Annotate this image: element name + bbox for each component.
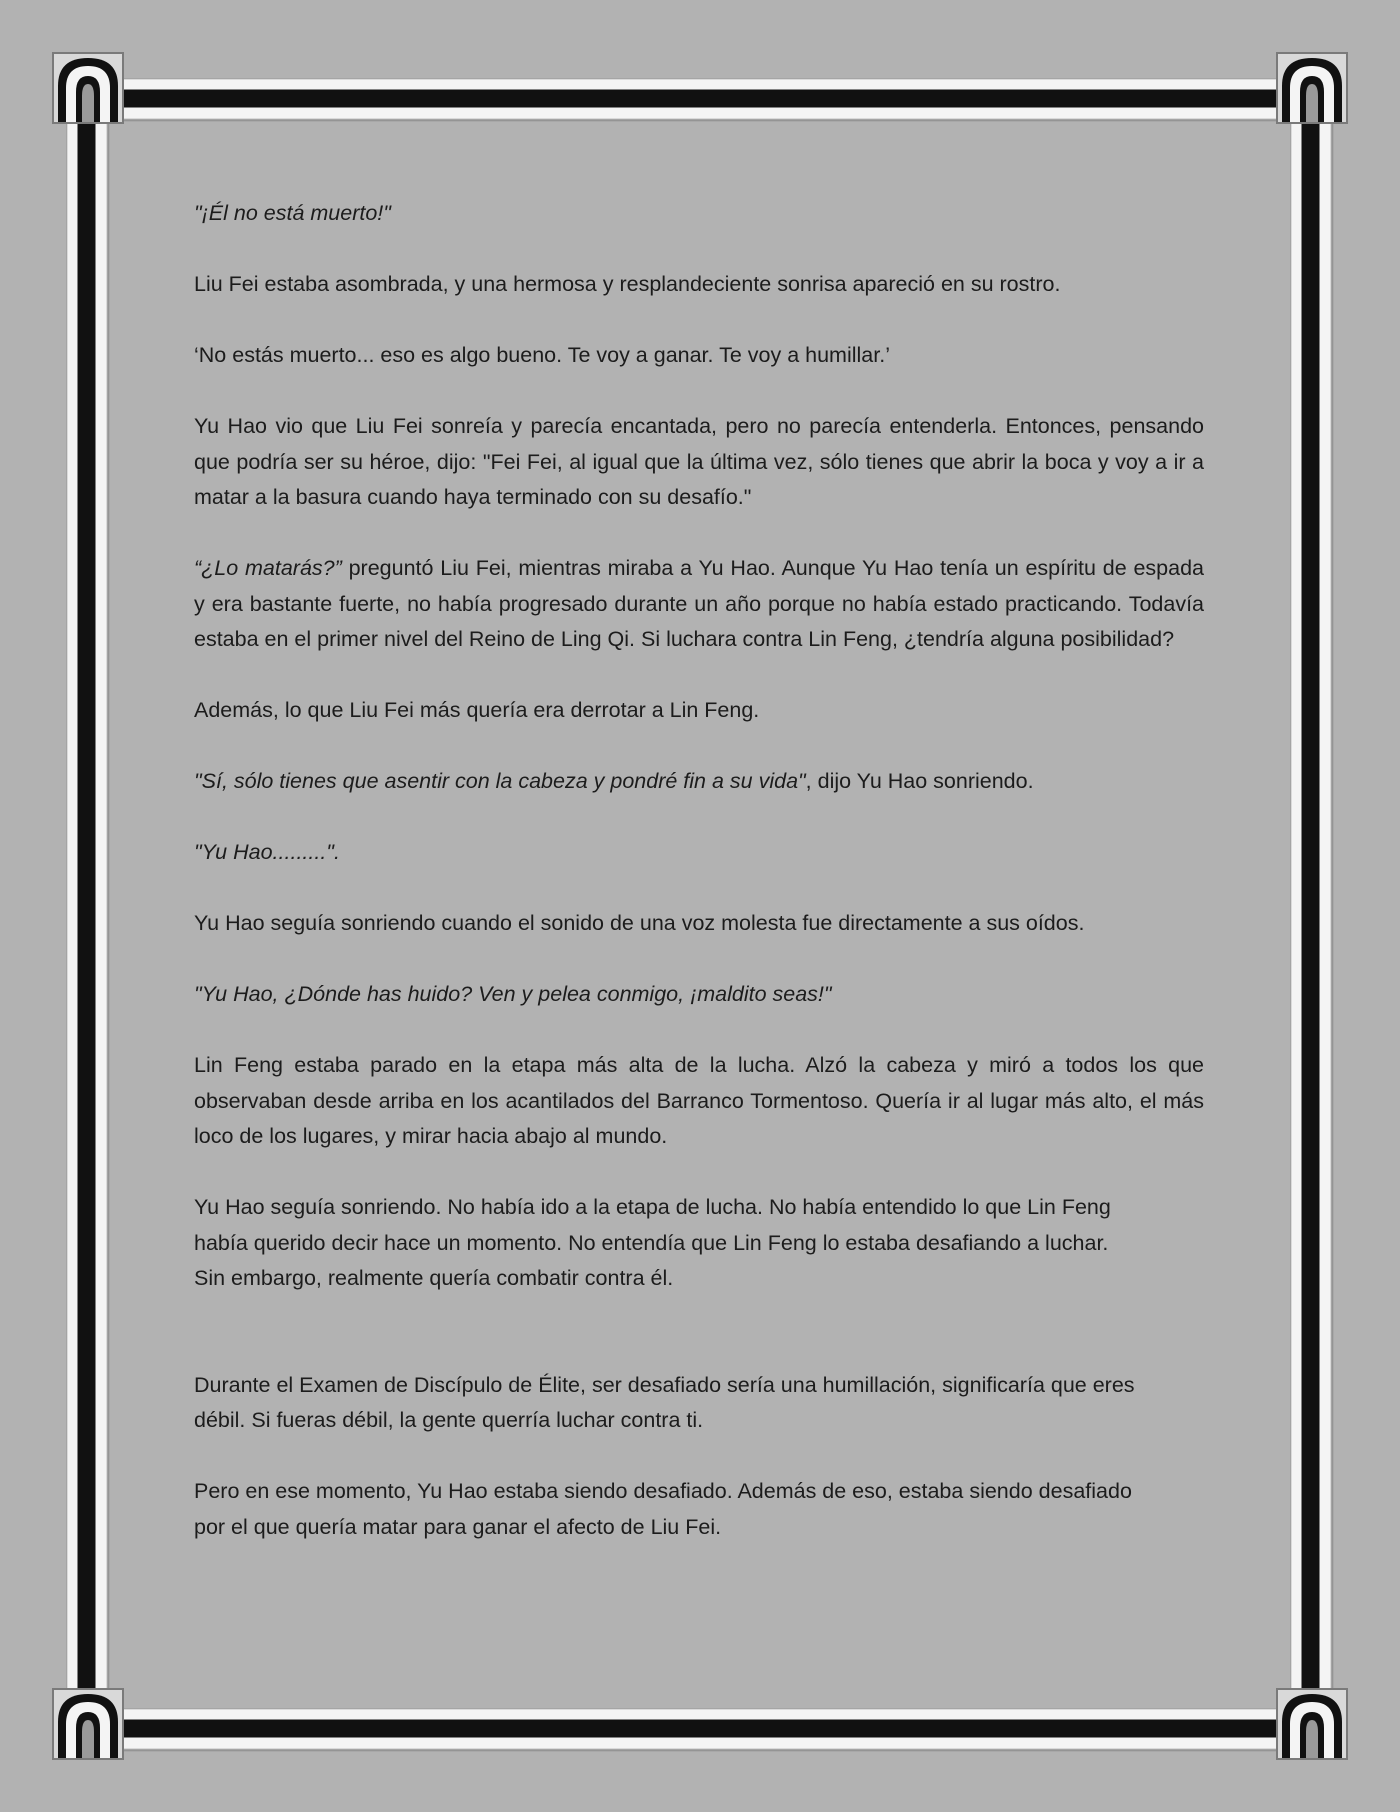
corner-arch-icon bbox=[1276, 52, 1348, 124]
corner-arch-icon bbox=[1276, 1688, 1348, 1760]
paragraph-1: "¡Él no está muerto!" bbox=[194, 201, 391, 225]
paragraph-10: "Yu Hao, ¿Dónde has huido? Ven y pelea conmigo, ¡maldito seas!" bbox=[194, 982, 832, 1006]
paragraph-7-quote: "Sí, sólo tienes que asentir con la cabeza y pondré fin a su vida" bbox=[194, 769, 806, 793]
paragraph-5 bbox=[194, 551, 1204, 658]
paragraph-13-line: débil. Si fueras débil, la gente querría luchar contra ti. bbox=[194, 1408, 704, 1432]
paragraph-11: Lin Feng estaba parado en la etapa más alta de la lucha. Alzó la cabeza y miró a todos los que observaban desde arriba en los acantilados del Barranco Tormentoso. Quería ir al lugar más alto, el más loco de los lugares, y mirar hacia abajo al mundo. bbox=[194, 1053, 1204, 1148]
frame-bottom-border bbox=[104, 1708, 1296, 1752]
paragraph-3: ‘No estás muerto... eso es algo bueno. Te voy a ganar. Te voy a humillar.’ bbox=[194, 343, 890, 367]
paragraph-8: "Yu Hao.........". bbox=[194, 840, 340, 864]
paragraph-7 bbox=[194, 764, 1204, 800]
frame-top-border bbox=[104, 78, 1296, 122]
paragraph-4: Yu Hao vio que Liu Fei sonreía y parecía encantada, pero no parecía entenderla. Entonces, pensando que podría ser su héroe, dijo: "Fei Fei, al igual que la última vez, sólo tienes que abrir la boca y voy a ir a matar a la basura cuando haya terminado con su desafío." bbox=[194, 414, 1204, 509]
paragraph-13 bbox=[194, 1368, 1204, 1439]
paragraph-14 bbox=[194, 1474, 1204, 1545]
corner-arch-icon bbox=[52, 1688, 124, 1760]
paragraph-6: Además, lo que Liu Fei más quería era derrotar a Lin Feng. bbox=[194, 698, 760, 722]
paragraph-7-rest: , dijo Yu Hao sonriendo. bbox=[805, 769, 1034, 793]
paragraph-2: Liu Fei estaba asombrada, y una hermosa y resplandeciente sonrisa apareció en su rostro. bbox=[194, 272, 1061, 296]
paragraph-9: Yu Hao seguía sonriendo cuando el sonido de una voz molesta fue directamente a sus oídos. bbox=[194, 911, 1085, 935]
paragraph-12-line: Yu Hao seguía sonriendo. No había ido a la etapa de lucha. No había entendido lo que Lin Feng bbox=[194, 1195, 1111, 1219]
paragraph-5-rest: preguntó Liu Fei, mientras miraba a Yu Hao. Aunque Yu Hao tenía un espíritu de espada y era bastante fuerte, no había progresado durante un año porque no había estado practicando. Todavía estaba en el primer nivel del Reino de Ling Qi. Si luchara contra Lin Feng, ¿tendría alguna posibilidad? bbox=[194, 556, 1205, 651]
paragraph-14-line: por el que quería matar para ganar el afecto de Liu Fei. bbox=[194, 1514, 722, 1539]
corner-arch-icon bbox=[52, 52, 124, 124]
paragraph-12 bbox=[194, 1190, 1204, 1297]
paragraph-5-quote: “¿Lo matarás?” bbox=[194, 556, 342, 580]
page-body bbox=[194, 196, 1204, 1581]
paragraph-13-line: Durante el Examen de Discípulo de Élite, ser desafiado sería una humillación, significaría que eres bbox=[194, 1372, 1135, 1397]
paragraph-14-line: Pero en ese momento, Yu Hao estaba siendo desafiado. Además de eso, estaba siendo desafiado bbox=[194, 1479, 1132, 1503]
paragraph-12-line: Sin embargo, realmente quería combatir contra él. bbox=[194, 1266, 674, 1290]
frame-left-border bbox=[66, 104, 110, 1708]
frame-right-border bbox=[1290, 104, 1334, 1708]
paragraph-12-line: había querido decir hace un momento. No entendía que Lin Feng lo estaba desafiando a luchar. bbox=[194, 1230, 1109, 1255]
